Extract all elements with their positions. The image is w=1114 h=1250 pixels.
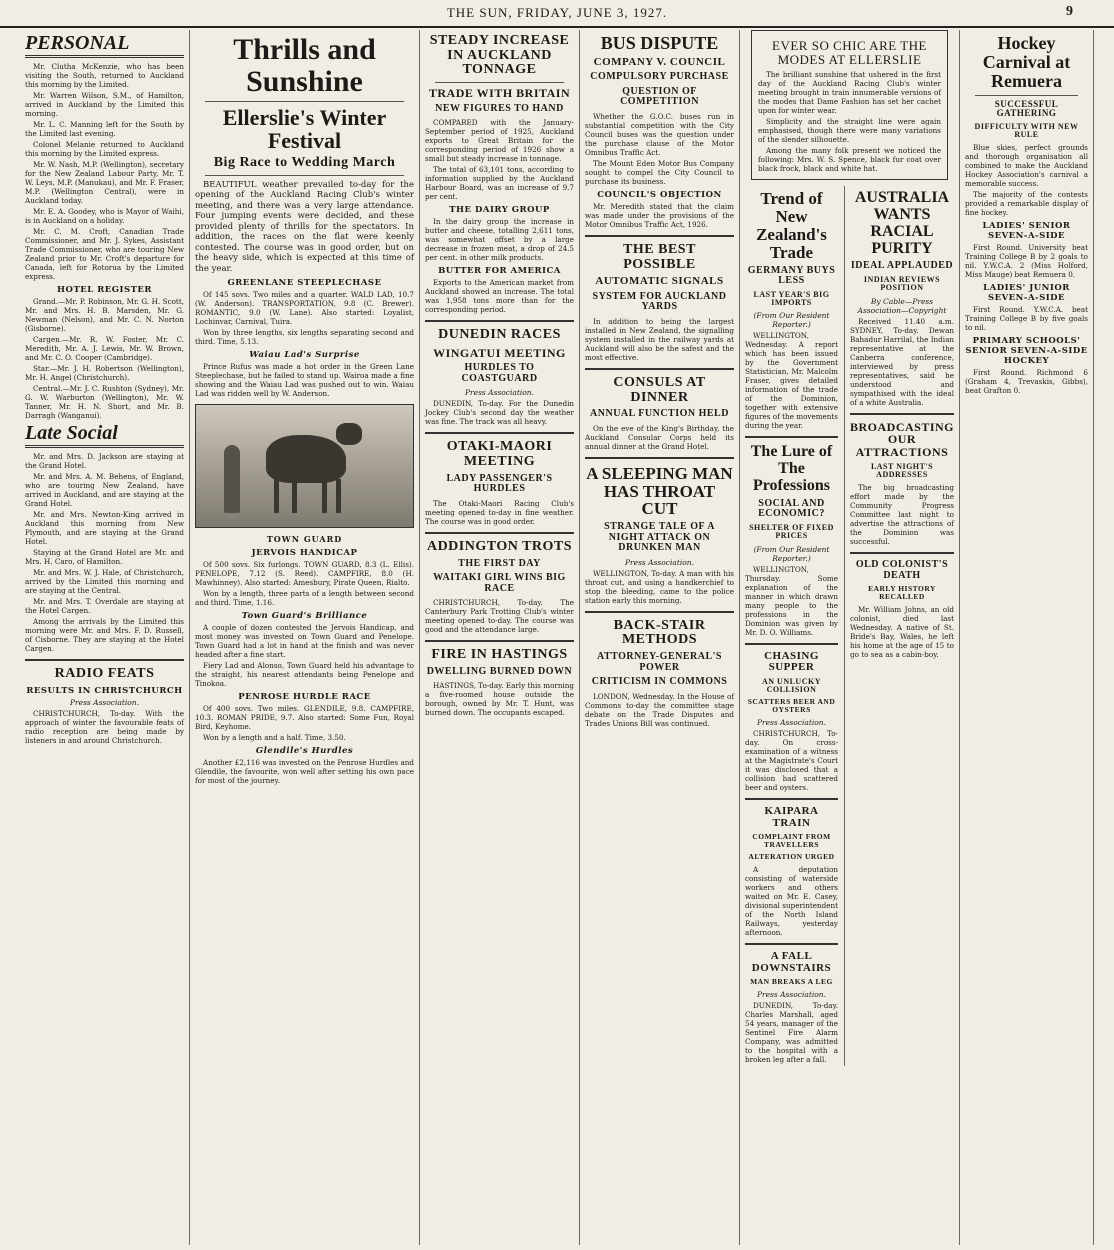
broadcast-headline: BROADCASTING OUR ATTRACTIONS: [849, 419, 954, 459]
trade-subhead: GERMANY BUYS LESS: [747, 264, 836, 287]
fall-headline: A FALL DOWNSTAIRS: [751, 949, 832, 974]
sleeping-headline: A SLEEPING MAN HAS THROAT CUT: [586, 463, 733, 519]
bus-paragraph: Whether the G.O.C. buses run in substantial competition with the City Council buses was the question under the purchase clause of the Motor Omnibus Traffic Act.: [585, 111, 734, 157]
bus-paragraph: The Mount Eden Motor Bus Company sought to compel the City Council to purchase its business.: [585, 158, 734, 186]
ladies-senior-paragraph: First Round. University beat Training College B by 2 goals to nil. Y.W.C.A. 2 (Miss Holford, Miss Mauge) beat Remuera 0.: [965, 243, 1088, 280]
divider: [435, 82, 564, 83]
race-report: Another £2,116 was invested on the Penrose Hurdles and Glendile, the favourite, won well after setting his own pace for most of the journey.: [195, 758, 414, 786]
divider: [850, 413, 954, 415]
dunedin-deck: HURDLES TO COASTGUARD: [461, 362, 538, 384]
otaki-paragraph: The Otaki-Maori Racing Club's meeting opened to-day in fine weather. The course was in good order.: [425, 498, 574, 526]
addington-deck: WAITAKI GIRL WINS BIG RACE: [433, 572, 566, 594]
fire-subhead: DWELLING BURNED DOWN: [426, 665, 573, 677]
fashion-headline: EVER SO CHIC ARE THE MODES AT ELLERSLIE: [772, 38, 927, 67]
personal-paragraph: Mr. Clutha McKenzie, who has been visiting the South, returned to Auckland this morning by the Limited.: [25, 62, 184, 89]
chasing-headline: CHASING SUPPER: [764, 649, 819, 674]
trade-deck: LAST YEAR'S BIG IMPORTS: [753, 289, 830, 308]
sleeping-byline: Press Association.: [625, 557, 694, 567]
personal-paragraph: Mr. E. A. Goodey, who is Mayor of Waihi, is in Auckland on a holiday.: [25, 207, 184, 225]
fire-headline: FIRE IN HASTINGS: [431, 647, 568, 662]
consuls-paragraph: On the eve of the King's Birthday, the Auckland Consular Corps held its annual dinner at the Grand Hotel.: [585, 423, 734, 451]
race-report: Prince Rufus was made a hot order in the Green Lane Steeplechase, but he failed to stand up. Wairoa made a fine showing and the Waiau Lad was pushed out to win. Waiau Lad was ridden well by W. Anderson.: [195, 362, 414, 399]
butter-paragraph: Exports to the American market from Auckland showed an increase. The total was 1,958 tons more than for the corresponding period.: [425, 278, 574, 315]
photo-caption: TOWN GUARD: [266, 534, 343, 545]
personal-paragraph: Colonel Melanie returned to Auckland this morning by the Limited express.: [25, 140, 184, 158]
addington-paragraph: CHRISTCHURCH, To-day. The Canterbury Park Trotting Club's winter meeting opened to-day. The course was good and the attendance large.: [425, 598, 574, 634]
divider: [850, 552, 954, 554]
broadcast-subhead: LAST NIGHT'S ADDRESSES: [870, 461, 934, 479]
radio-byline: Press Association.: [70, 697, 139, 707]
column-tonnage: [420, 30, 580, 1245]
sleeping-subhead: STRANGE TALE OF A NIGHT ATTACK ON DRUNKEN MAN: [604, 521, 715, 554]
horse-leg: [336, 479, 341, 513]
tonnage-paragraph: COMPARED with the January-September period of 1925, Auckland exports to Great Britain for the corresponding period of 1926 show a small but steady increase in tonnage.: [425, 118, 574, 164]
radio-headline: RADIO FEATS: [54, 666, 155, 681]
divider: [425, 532, 574, 534]
backstair-headline: BACK-STAIR METHODS: [613, 617, 706, 648]
horse-photo: [195, 404, 414, 528]
column-personal: [20, 30, 190, 1245]
race-result: Of 400 sovs. Two miles. GLENDILE, 9.8. CAMPFIRE, 10.3. ROMAN PRIDE, 9.7. Also started: Some Fun, Royal Bird, Keyhome.: [195, 704, 414, 732]
trade-paragraph: WELLINGTON, Wednesday. A report which has been issued by the Government Statistician, Mr. Malcolm Fraser, gives detailed information of the trade of the Dominion, together with extensive figures of the movements during the year.: [745, 331, 838, 431]
hockey-headline: Hockey Carnival at Remuera: [982, 33, 1071, 91]
addington-subhead: THE FIRST DAY: [458, 557, 541, 569]
kaipara-deck: ALTERATION URGED: [748, 852, 835, 862]
radio-paragraph: CHRISTCHURCH, To-day. With the approach of winter the favourable feats of radio reception are being made by listeners in and around Christchurch.: [25, 708, 184, 745]
dunedin-subhead: WINGATUI MEETING: [433, 345, 566, 360]
masthead: [0, 0, 1114, 28]
kaipara-subhead: COMPLAINT FROM TRAVELLERS: [752, 832, 831, 850]
divider: [975, 95, 1078, 96]
divider: [585, 235, 734, 237]
fashion-paragraph: Simplicity and the straight line were again emphasised, though there were many variations of the slender silhouette.: [758, 117, 941, 145]
fashion-lower-row: [745, 186, 954, 1066]
butter-heading: BUTTER FOR AMERICA: [438, 266, 561, 277]
australia-headline: AUSTRALIA WANTS RACIAL PURITY: [854, 189, 950, 257]
hockey-paragraph: Blue skies, perfect grounds and thorough organisation all combined to make the Auckland Hockey Association's carnival a memorable success.: [965, 143, 1088, 189]
old-colonist-headline: OLD COLONIST'S DEATH: [855, 559, 949, 581]
hotel-paragraph: Cargen.—Mr. R. W. Foster, Mr. C. Meredith, Mr. A. J. Lewis, Mr. W. Brown, and Mr. C. O. Cooper (Cambridge).: [25, 335, 184, 362]
horse-figure: [266, 435, 346, 483]
horse-leg: [322, 479, 327, 513]
bus-subhead: COMPANY V. COUNCIL: [593, 55, 726, 68]
divider: [745, 643, 838, 645]
race-result: Of 145 sovs. Two miles and a quarter. WALD LAD, 10.7 (W. Anderson). TRANSPORTATION, 9.8 (C. Brewer). ROMANTIC, 9.0 (W. Lane). Also started: Loyalist, Lochinvar, Carnival, Tuira.: [195, 290, 414, 327]
signals-deck: SYSTEM FOR AUCKLAND YARDS: [592, 290, 727, 313]
lure-headline: The Lure of The Professions: [750, 443, 833, 495]
tonnage-paragraph: The total of 63,101 tons, according to information supplied by the Auckland Harbour Board, was an increase of 9.7 per cent.: [425, 165, 574, 202]
divider: [745, 798, 838, 800]
horse-leg: [292, 479, 297, 513]
fashion-paragraph: Among the many folk present we noticed the following: Mrs. W. S. Spence, black fur coat over black frock, black and white hat.: [758, 146, 941, 174]
hockey-subhead: SUCCESSFUL GATHERING: [994, 98, 1059, 119]
signals-headline: THE BEST POSSIBLE: [623, 241, 696, 272]
personal-paragraph: Mr. C. M. Croft, Canadian Trade Commissioner, and Mr. J. Sykes, Assistant Trade Commissioner, who are touring New Zealand prior to Mr. Croft's departure for Canada, left for Rotorua by the Limited express.: [25, 227, 184, 281]
personal-items: [25, 62, 184, 281]
hockey-deck: DIFFICULTY WITH NEW RULE: [974, 121, 1079, 139]
divider: [745, 436, 838, 438]
social-paragraph: Mr. and Mrs. W. J. Hale, of Christchurch, arrived by the Limited this morning and are staying at the Central.: [25, 568, 184, 595]
fashion-box: [751, 30, 948, 180]
old-colonist-subhead: EARLY HISTORY RECALLED: [868, 584, 936, 602]
fall-paragraph: DUNEDIN, To-day. Charles Marshall, aged 54 years, manager of the Sentinel Fire Alarm Company, was admitted to the hospital with a broken leg after a fall.: [745, 1000, 838, 1064]
consuls-subhead: ANNUAL FUNCTION HELD: [590, 408, 729, 420]
divider: [425, 640, 574, 642]
section-title-late-social: Late Social: [25, 422, 184, 448]
kaipara-paragraph: A deputation consisting of waterside workers and others waited on Mr. E. Casey, divisional superintendent of the North Island Railways, yesterday afternoon.: [745, 864, 838, 937]
old-colonist-paragraph: Mr. William Johns, an old colonist, died last Wednesday. A native of St. Bride's Bay, Wales, he left his home at the age of 15 to go to sea as a cabin-boy.: [849, 605, 954, 660]
social-paragraph: Mr. and Mrs. Newton-King arrived in Auckland this morning from New Plymouth, and are staying at the Grand Hotel.: [25, 510, 184, 546]
race-report: Fiery Lad and Alonso, Town Guard held his advantage to the straight, his nearest attendants being Penelope and Tinokoa.: [195, 661, 414, 689]
australia-story: [844, 186, 954, 1066]
social-paragraph: Mr. and Mrs. T. Overdale are staying at the Hotel Cargen.: [25, 597, 184, 615]
masthead-title: THE SUN, FRIDAY, JUNE 3, 1927.: [446, 5, 668, 20]
social-paragraph: Mr. and Mrs. A. M. Behens, of England, who are touring New Zealand, have arrived in Auckland, and are staying at the Grand Hotel.: [25, 472, 184, 508]
tonnage-headline: STEADY INCREASE IN AUCKLAND TONNAGE: [429, 33, 570, 78]
divider: [425, 432, 574, 434]
social-paragraph: Among the arrivals by the Limited this morning were Mr. and Mrs. F. D. Russell, of Cisborne. They are staying at the Hotel Cargen.: [25, 617, 184, 653]
divider: [205, 101, 404, 102]
chasing-paragraph: CHRISTCHURCH, To-day. On cross-examination of a witness at the Magistrate's Court it was disclosed that a collision had scattered beer and oysters.: [745, 729, 838, 793]
dunedin-headline: DUNEDIN RACES: [438, 327, 561, 343]
race-heading: JERVOIS HANDICAP: [251, 548, 358, 559]
addington-headline: ADDINGTON TROTS: [426, 538, 573, 554]
horse-leg: [274, 479, 279, 513]
social-paragraph: Mr. and Mrs. D. Jackson are staying at the Grand Hotel.: [25, 452, 184, 470]
divider: [585, 611, 734, 613]
race-result: Won by a length and a half. Time, 3.50.: [203, 733, 346, 743]
race-result: Won by a length, three parts of a length between second and third. Time, 1.16.: [195, 589, 414, 608]
column-racing: [190, 30, 420, 1245]
chasing-deck: SCATTERS BEER AND OYSTERS: [747, 697, 836, 715]
column-bus: [580, 30, 740, 1245]
otaki-headline: OTAKI-MAORI MEETING: [446, 439, 553, 470]
chasing-byline: Press Association.: [756, 718, 826, 728]
broadcast-paragraph: The big broadcasting effort made by the Community Progress Committee last night to advertise the attractions of the Dominion was successful.: [849, 483, 954, 547]
kaipara-headline: KAIPARA TRAIN: [764, 805, 819, 829]
australia-deck: INDIAN REVIEWS POSITION: [863, 274, 941, 293]
dairy-heading: THE DAIRY GROUP: [449, 205, 550, 216]
sleeping-paragraph: WELLINGTON, To-day. A man with his throat cut, and using a handkerchief to stop the bleeding, came to the police station early this morning.: [585, 568, 734, 605]
race-subheading: Waiau Lad's Surprise: [249, 350, 360, 361]
personal-paragraph: Mr. W. Nash, M.P. (Wellington), secretary for the New Zealand Labour Party, Mr. T. W. Leys, M.P. (Manukau), and Mr. F. Fraser, M.P. (Wellington Central), were in Auckland today.: [25, 160, 184, 205]
groom-figure: [224, 445, 240, 513]
racing-subhead: Ellerslie's Winter Festival: [222, 105, 387, 154]
australia-byline: By Cable—Press Association—Copyright: [857, 296, 947, 315]
fire-paragraph: HASTINGS, To-day. Early this morning a five-roomed house outside the borough, owned by Mr. T. Hunt, was burned down. The occupants escaped.: [425, 681, 574, 718]
backstair-subhead: ATTORNEY-GENERAL'S POWER: [597, 651, 722, 673]
chasing-subhead: AN UNLUCKY COLLISION: [761, 676, 821, 695]
backstair-paragraph: LONDON, Wednesday. In the House of Commons to-day the committee stage debate on the Trade Disputes and Trades Unions Bill was continued.: [585, 691, 734, 728]
dunedin-paragraph: DUNEDIN, To-day. For the Dunedin Jockey Club's second day the weather was fine. The track was all heavy.: [425, 399, 574, 427]
signals-subhead: AUTOMATIC SIGNALS: [595, 275, 724, 288]
fashion-paragraph: The brilliant sunshine that ushered in the first day of the Auckland Racing Club's winter meeting brought in train innumerable versions of the modes that Dame Fashion has set her cachet upon for winter wear.: [758, 70, 941, 116]
primary-paragraph: First Round. Richmond 6 (Graham 4, Trevaskis, Gibbs), beat Grafton 0.: [965, 368, 1088, 396]
lure-deck: SHELTER OF FIXED PRICES: [749, 522, 834, 541]
hockey-paragraph: The majority of the contests provided a remarkable display of fine hockey.: [965, 190, 1088, 218]
tonnage-subhead: TRADE WITH BRITAIN: [428, 86, 571, 101]
trade-story: [745, 186, 838, 1066]
signals-paragraph: In addition to being the largest installed in New Zealand, the signalling system installed in the railway yards at Auckland will also be the safest and the most effective.: [585, 316, 734, 362]
race-heading: PENROSE HURDLE RACE: [238, 692, 371, 703]
ladies-senior-heading: LADIES' SENIOR SEVEN-A-SIDE: [982, 221, 1071, 242]
lure-subhead: SOCIAL AND ECONOMIC?: [758, 497, 825, 520]
divider: [585, 457, 734, 459]
hotel-register-heading: HOTEL REGISTER: [57, 285, 152, 295]
fall-byline: Press Association.: [756, 989, 826, 999]
lure-paragraph: WELLINGTON, Thursday. Some explanation of the manner in which drawn many people to the professions in the Dominion was given by Mr. D. O. Williams.: [745, 564, 838, 637]
backstair-deck: CRITICISM IN COMMONS: [591, 676, 728, 688]
race-result: Won by three lengths, six lengths separating second and third. Time, 5.13.: [195, 328, 414, 347]
divider: [745, 943, 838, 945]
dunedin-byline: Press Association.: [465, 388, 534, 398]
ladies-junior-heading: LADIES' JUNIOR SEVEN-A-SIDE: [983, 283, 1070, 304]
column-fashion: [740, 30, 960, 1245]
bus-headline: BUS DISPUTE: [600, 33, 719, 53]
divider: [25, 659, 184, 661]
bus-deck: QUESTION OF COMPETITION: [620, 85, 699, 108]
divider: [425, 320, 574, 322]
section-title-personal: PERSONAL: [25, 32, 184, 58]
race-report: A couple of dozen contested the Jervois Handicap, and most money was invested on Town Guard and Penelope. Town Guard had a lot in hand at the finish and was never headed after a fine start.: [195, 623, 414, 660]
otaki-subhead: LADY PASSENGER'S HURDLES: [446, 472, 553, 495]
lure-byline: (From Our Resident Reporter.): [753, 544, 830, 563]
social-paragraph: Staying at the Grand Hotel are Mr. and Mrs. H. Caro, of Hamilton.: [25, 548, 184, 566]
hotel-paragraph: Grand.—Mr. P. Robinson, Mr. G. H. Scott, Mr. and Mrs. H. B. Marsden, Mr. G. Newman (Nelson), and Mr. C. N. Norton (Gisborne).: [25, 297, 184, 333]
consuls-headline: CONSULS AT DINNER: [613, 374, 706, 405]
divider: [585, 368, 734, 370]
hotel-paragraph: Star.—Mr. J. H. Robertson (Wellington), Mr. H. Angel (Christchurch).: [25, 364, 184, 382]
trade-headline: Trend of New Zealand's Trade: [756, 189, 827, 262]
race-subheading: Town Guard's Brilliance: [241, 611, 368, 622]
hotel-paragraph: Central.—Mr. J. C. Rushton (Sydney), Mr. G. W. Warburton (Wellington), Mr. W. Tanner, Mr. H. N. Short, and Mr. B. Darragh (Wanganui).: [25, 384, 184, 420]
trade-byline: (From Our Resident Reporter.): [753, 311, 830, 330]
ladies-junior-paragraph: First Round. Y.W.C.A. beat Training College B by five goals to nil.: [965, 305, 1088, 333]
racing-headline: Thrills and Sunshine: [233, 33, 376, 98]
radio-subhead: RESULTS IN CHRISTCHURCH: [26, 685, 183, 696]
race-result: Of 500 sovs. Six furlongs. TOWN GUARD, 8.3 (L. Ellis). PENELOPE, 7.12 (S. Reed). CAMPFIRE, 8.0 (H. Mawhinney). Also started: Amesbury, Pirate Queen, Rialto.: [195, 560, 414, 588]
council-heading: COUNCIL'S OBJECTION: [597, 189, 722, 200]
column-hockey: [960, 30, 1094, 1245]
horse-head: [336, 423, 362, 445]
fall-subhead: MAN BREAKS A LEG: [750, 977, 833, 987]
page-number: 9: [1066, 4, 1074, 19]
personal-paragraph: Mr. Warren Wilson, S.M., of Hamilton, arrived in Auckland by the Limited this morning.: [25, 91, 184, 118]
australia-subhead: IDEAL APPLAUDED: [850, 260, 954, 272]
council-paragraph: Mr. Meredith stated that the claim was made under the provisions of the Motor Omnibus Traffic Act, 1926.: [585, 201, 734, 229]
race-subheading: Glendile's Hurdles: [255, 746, 354, 757]
divider: [205, 175, 404, 176]
racing-deck: Big Race to Wedding March: [213, 155, 396, 171]
dairy-paragraph: In the dairy group the increase in butter and cheese, totalling 2,611 tons, was somewhat offset by a large decrease in frozen meat, a drop of 24.5 per cent. in other milk products.: [425, 217, 574, 263]
australia-paragraph: Received 11.40 a.m. SYDNEY, To-day. Dewan Bahadur Harrilal, the Indian representative at the Canberra conference, interviewed by press representatives, said he understood and sympathised with the ideal of a white Australia.: [849, 316, 954, 407]
race-heading: GREENLANE STEEPLECHASE: [227, 278, 382, 289]
tonnage-deck: NEW FIGURES TO HAND: [435, 102, 564, 114]
racing-lead: BEAUTIFUL weather prevailed to-day for the opening of the Auckland Racing Club's winter meeting, and there was a very large attendance. Four jumping events were decided, and these provided plenty of thrills for the spectators. In addition, the races on the flat were keenly contested. The course was in good order, but on the heavy side, which is expected at this time of the year.: [195, 179, 414, 274]
bus-deck: COMPULSORY PURCHASE: [590, 71, 729, 83]
primary-heading: PRIMARY SCHOOLS' SENIOR SEVEN-A-SIDE HOCKEY: [965, 336, 1088, 367]
personal-paragraph: Mr. L. C. Manning left for the South by the Limited last evening.: [25, 120, 184, 138]
